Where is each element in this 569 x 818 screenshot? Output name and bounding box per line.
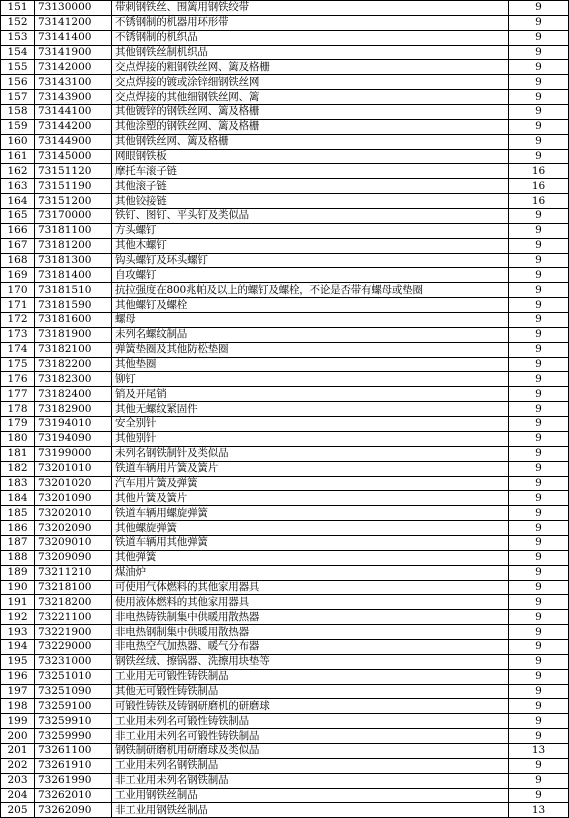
table-row: [1, 639, 569, 654]
item-code: 73181510: [35, 283, 112, 298]
item-name: 工业用无可锻性铸铁制品: [112, 669, 509, 684]
row-index: 204: [1, 788, 35, 803]
item-name: 其他钢铁丝网、篱及格栅: [112, 134, 509, 149]
tax-rate: 9: [509, 75, 569, 90]
item-name: 钩头螺钉及环头螺钉: [112, 253, 509, 268]
tax-rate: 9: [509, 15, 569, 30]
item-name: 铁道车辆用螺旋弹簧: [112, 506, 509, 521]
item-name: 其他弹簧: [112, 550, 509, 565]
item-code: 73141200: [35, 15, 112, 30]
item-name: 交点焊接的镀或涂锌细钢铁丝网: [112, 75, 509, 90]
table-row: [1, 476, 569, 491]
item-name: 带刺钢铁丝、围篱用钢铁绞带: [112, 1, 509, 16]
item-name: 工业用钢铁丝制品: [112, 788, 509, 803]
item-name: 其他镀锌的钢铁丝网、篱及格栅: [112, 105, 509, 120]
table-row: [1, 357, 569, 372]
tax-rate: 9: [509, 565, 569, 580]
item-name: 抗拉强度在800兆帕及以上的螺钉及螺栓，不论是否带有螺母或垫圈: [112, 283, 509, 298]
item-code: 73229000: [35, 639, 112, 654]
table-row: [1, 342, 569, 357]
row-index: 178: [1, 402, 35, 417]
row-index: 194: [1, 639, 35, 654]
item-code: 73130000: [35, 1, 112, 16]
tax-rate: 9: [509, 105, 569, 120]
table-row: [1, 268, 569, 283]
tax-rate: 9: [509, 149, 569, 164]
item-name: 非工业用钢铁丝制品: [112, 803, 509, 818]
table-row: [1, 743, 569, 758]
item-name: 网眼钢铁板: [112, 149, 509, 164]
tax-rate: 13: [509, 803, 569, 818]
row-index: 169: [1, 268, 35, 283]
table-row: [1, 758, 569, 773]
tax-rate: 9: [509, 1, 569, 16]
row-index: 189: [1, 565, 35, 580]
tax-rate: 9: [509, 654, 569, 669]
item-code: 73202010: [35, 506, 112, 521]
row-index: 191: [1, 595, 35, 610]
table-row: [1, 387, 569, 402]
row-index: 165: [1, 209, 35, 224]
item-code: 73181100: [35, 223, 112, 238]
item-code: 73142000: [35, 60, 112, 75]
tax-rate: 9: [509, 669, 569, 684]
tax-rate: 9: [509, 134, 569, 149]
item-name: 其他涂塑的钢铁丝网、篱及格栅: [112, 119, 509, 134]
item-code: 73194010: [35, 417, 112, 432]
item-name: 工业用未列名钢铁制品: [112, 758, 509, 773]
item-name: 使用液体燃料的其他家用器具: [112, 595, 509, 610]
item-name: 销及开尾销: [112, 387, 509, 402]
table-row: [1, 90, 569, 105]
item-name: 钢铁制研磨机用研磨球及类似品: [112, 743, 509, 758]
table-row: [1, 506, 569, 521]
tax-rate: 9: [509, 580, 569, 595]
table-row: [1, 283, 569, 298]
row-index: 203: [1, 773, 35, 788]
table-row: [1, 238, 569, 253]
item-code: 73144100: [35, 105, 112, 120]
table-row: [1, 402, 569, 417]
row-index: 199: [1, 714, 35, 729]
tax-rate: 9: [509, 491, 569, 506]
item-name: 其他无可锻性铸铁制品: [112, 684, 509, 699]
table-row: [1, 491, 569, 506]
row-index: 205: [1, 803, 35, 818]
table-row: [1, 313, 569, 328]
tax-rate: 9: [509, 610, 569, 625]
item-code: 73199000: [35, 446, 112, 461]
item-code: 73182300: [35, 372, 112, 387]
item-name: 其他滚子链: [112, 179, 509, 194]
row-index: 181: [1, 446, 35, 461]
row-index: 184: [1, 491, 35, 506]
tax-rate: 9: [509, 90, 569, 105]
tax-rate: 9: [509, 431, 569, 446]
tax-rate: 9: [509, 639, 569, 654]
tax-rate: 9: [509, 253, 569, 268]
item-name: 其他片簧及簧片: [112, 491, 509, 506]
item-name: 钢铁丝绒、擦锅器、洗擦用块垫等: [112, 654, 509, 669]
item-code: 73182400: [35, 387, 112, 402]
tax-rate: 9: [509, 476, 569, 491]
row-index: 195: [1, 654, 35, 669]
table-row: [1, 298, 569, 313]
table-row: [1, 194, 569, 209]
item-name: 非电热钢制集中供暖用散热器: [112, 625, 509, 640]
tax-rate: 16: [509, 164, 569, 179]
tax-rate: 9: [509, 357, 569, 372]
tax-rate: 9: [509, 387, 569, 402]
table-row: [1, 431, 569, 446]
item-code: 73259990: [35, 729, 112, 744]
table-row: [1, 699, 569, 714]
tax-rate: 9: [509, 402, 569, 417]
tax-rate: 9: [509, 45, 569, 60]
tax-rate: 9: [509, 417, 569, 432]
table-row: [1, 209, 569, 224]
item-code: 73181300: [35, 253, 112, 268]
item-code: 73170000: [35, 209, 112, 224]
tax-rate: 13: [509, 743, 569, 758]
table-row: [1, 75, 569, 90]
row-index: 160: [1, 134, 35, 149]
tax-rate: 9: [509, 209, 569, 224]
item-code: 73261100: [35, 743, 112, 758]
item-name: 铆钉: [112, 372, 509, 387]
row-index: 167: [1, 238, 35, 253]
row-index: 154: [1, 45, 35, 60]
table-row: [1, 610, 569, 625]
item-code: 73259910: [35, 714, 112, 729]
row-index: 152: [1, 15, 35, 30]
row-index: 153: [1, 30, 35, 45]
item-code: 73262090: [35, 803, 112, 818]
table-row: [1, 521, 569, 536]
row-index: 163: [1, 179, 35, 194]
row-index: 171: [1, 298, 35, 313]
table-row: [1, 164, 569, 179]
row-index: 179: [1, 417, 35, 432]
row-index: 187: [1, 535, 35, 550]
row-index: 155: [1, 60, 35, 75]
tax-rate: 9: [509, 595, 569, 610]
item-code: 73218200: [35, 595, 112, 610]
item-code: 73201010: [35, 461, 112, 476]
item-code: 73209010: [35, 535, 112, 550]
item-code: 73209090: [35, 550, 112, 565]
table-row: [1, 179, 569, 194]
item-code: 73181590: [35, 298, 112, 313]
table-row: [1, 417, 569, 432]
row-index: 188: [1, 550, 35, 565]
tax-rate: 9: [509, 788, 569, 803]
table-row: [1, 372, 569, 387]
item-code: 73151190: [35, 179, 112, 194]
row-index: 166: [1, 223, 35, 238]
tax-rate: 9: [509, 342, 569, 357]
item-name: 交点焊接的粗钢铁丝网、篱及格栅: [112, 60, 509, 75]
item-name: 交点焊接的其他细钢铁丝网、篱: [112, 90, 509, 105]
item-name: 铁道车辆用其他弹簧: [112, 535, 509, 550]
row-index: 156: [1, 75, 35, 90]
item-name: 螺母: [112, 313, 509, 328]
table-row: [1, 149, 569, 164]
tax-rate: 9: [509, 298, 569, 313]
table-row: [1, 714, 569, 729]
tax-rate: 9: [509, 550, 569, 565]
row-index: 168: [1, 253, 35, 268]
row-index: 157: [1, 90, 35, 105]
tax-rate: 9: [509, 313, 569, 328]
item-name: 未列名钢铁制针及类似品: [112, 446, 509, 461]
item-code: 73181600: [35, 313, 112, 328]
item-name: 其他无螺纹紧固件: [112, 402, 509, 417]
table-body: [1, 1, 569, 818]
row-index: 202: [1, 758, 35, 773]
item-code: 73182100: [35, 342, 112, 357]
tax-rate: 9: [509, 535, 569, 550]
table-row: [1, 625, 569, 640]
table-row: [1, 654, 569, 669]
row-index: 183: [1, 476, 35, 491]
item-code: 73201090: [35, 491, 112, 506]
item-name: 安全别针: [112, 417, 509, 432]
item-code: 73181400: [35, 268, 112, 283]
table-row: [1, 580, 569, 595]
table-row: [1, 327, 569, 342]
tax-rate: 9: [509, 327, 569, 342]
tax-rate: 9: [509, 268, 569, 283]
item-name: 其他木螺钉: [112, 238, 509, 253]
item-name: 可锻性铸铁及铸钢研磨机的研磨球: [112, 699, 509, 714]
row-index: 180: [1, 431, 35, 446]
table-row: [1, 134, 569, 149]
table-row: [1, 788, 569, 803]
table-row: [1, 550, 569, 565]
item-name: 可使用气体燃料的其他家用器具: [112, 580, 509, 595]
item-name: 其他螺旋弹簧: [112, 521, 509, 536]
item-name: 汽车用片簧及弹簧: [112, 476, 509, 491]
tax-rate: 16: [509, 194, 569, 209]
row-index: 197: [1, 684, 35, 699]
row-index: 186: [1, 521, 35, 536]
tax-rate: 9: [509, 758, 569, 773]
item-code: 73143900: [35, 90, 112, 105]
item-code: 73182200: [35, 357, 112, 372]
table-row: [1, 105, 569, 120]
item-code: 73261910: [35, 758, 112, 773]
item-code: 73261990: [35, 773, 112, 788]
item-code: 73141400: [35, 30, 112, 45]
row-index: 190: [1, 580, 35, 595]
table-row: [1, 253, 569, 268]
item-code: 73151200: [35, 194, 112, 209]
table-row: [1, 30, 569, 45]
item-code: 73181200: [35, 238, 112, 253]
tax-rate: 9: [509, 506, 569, 521]
tax-rate: 9: [509, 729, 569, 744]
row-index: 192: [1, 610, 35, 625]
item-code: 73141900: [35, 45, 112, 60]
tax-rate: 9: [509, 699, 569, 714]
tax-rate: 9: [509, 30, 569, 45]
row-index: 200: [1, 729, 35, 744]
item-name: 未列名螺纹制品: [112, 327, 509, 342]
tax-rate: 9: [509, 119, 569, 134]
item-name: 不锈钢制的机织品: [112, 30, 509, 45]
table-row: [1, 446, 569, 461]
item-name: 非电热铸铁制集中供暖用散热器: [112, 610, 509, 625]
tax-rate: 9: [509, 625, 569, 640]
item-code: 73145000: [35, 149, 112, 164]
table-row: [1, 595, 569, 610]
row-index: 176: [1, 372, 35, 387]
table-row: [1, 803, 569, 818]
table-row: [1, 729, 569, 744]
item-code: 73231000: [35, 654, 112, 669]
table-row: [1, 461, 569, 476]
item-name: 弹簧垫圈及其他防松垫圈: [112, 342, 509, 357]
item-name: 铁钉、图钉、平头钉及类似品: [112, 209, 509, 224]
table-row: [1, 773, 569, 788]
item-code: 73144200: [35, 119, 112, 134]
item-name: 摩托车滚子链: [112, 164, 509, 179]
row-index: 201: [1, 743, 35, 758]
tax-rate: 9: [509, 283, 569, 298]
row-index: 158: [1, 105, 35, 120]
tax-rate: 9: [509, 60, 569, 75]
table-row: [1, 223, 569, 238]
item-code: 73259100: [35, 699, 112, 714]
item-name: 其他垫圈: [112, 357, 509, 372]
row-index: 193: [1, 625, 35, 640]
item-name: 非电热空气加热器、暖气分布器: [112, 639, 509, 654]
row-index: 174: [1, 342, 35, 357]
item-code: 73202090: [35, 521, 112, 536]
tax-rate: 9: [509, 521, 569, 536]
row-index: 175: [1, 357, 35, 372]
table-row: [1, 45, 569, 60]
tax-rate: 9: [509, 238, 569, 253]
row-index: 170: [1, 283, 35, 298]
item-code: 73151120: [35, 164, 112, 179]
row-index: 164: [1, 194, 35, 209]
tax-rate: 9: [509, 684, 569, 699]
row-index: 198: [1, 699, 35, 714]
row-index: 161: [1, 149, 35, 164]
tax-rate: 9: [509, 446, 569, 461]
item-name: 非工业用未列名钢铁制品: [112, 773, 509, 788]
row-index: 162: [1, 164, 35, 179]
row-index: 196: [1, 669, 35, 684]
item-code: 73221100: [35, 610, 112, 625]
item-code: 73181900: [35, 327, 112, 342]
item-name: 铁道车辆用片簧及簧片: [112, 461, 509, 476]
item-code: 73218100: [35, 580, 112, 595]
row-index: 173: [1, 327, 35, 342]
item-name: 煤油炉: [112, 565, 509, 580]
item-code: 73143100: [35, 75, 112, 90]
item-code: 73201020: [35, 476, 112, 491]
item-name: 其他铰接链: [112, 194, 509, 209]
row-index: 151: [1, 1, 35, 16]
table-row: [1, 535, 569, 550]
tax-rate: 9: [509, 223, 569, 238]
tax-rate: 9: [509, 773, 569, 788]
item-code: 73221900: [35, 625, 112, 640]
table-row: [1, 119, 569, 134]
row-index: 172: [1, 313, 35, 328]
item-code: 73194090: [35, 431, 112, 446]
item-code: 73182900: [35, 402, 112, 417]
item-code: 73211210: [35, 565, 112, 580]
item-code: 73251090: [35, 684, 112, 699]
tax-rate: 9: [509, 372, 569, 387]
item-code: 73262010: [35, 788, 112, 803]
table-row: [1, 565, 569, 580]
item-name: 其他钢铁丝制机织品: [112, 45, 509, 60]
item-name: 其他别针: [112, 431, 509, 446]
item-name: 不锈钢制的机器用环形带: [112, 15, 509, 30]
row-index: 185: [1, 506, 35, 521]
table-row: [1, 60, 569, 75]
tax-rate: 9: [509, 714, 569, 729]
table-row: [1, 1, 569, 16]
row-index: 182: [1, 461, 35, 476]
table-row: [1, 669, 569, 684]
item-name: 其他螺钉及螺栓: [112, 298, 509, 313]
row-index: 159: [1, 119, 35, 134]
item-name: 方头螺钉: [112, 223, 509, 238]
table-row: [1, 684, 569, 699]
item-name: 自攻螺钉: [112, 268, 509, 283]
row-index: 177: [1, 387, 35, 402]
item-code: 73144900: [35, 134, 112, 149]
tax-rate: 16: [509, 179, 569, 194]
item-code: 73251010: [35, 669, 112, 684]
item-name: 非工业用未列名可锻性铸铁制品: [112, 729, 509, 744]
item-name: 工业用未列名可锻性铸铁制品: [112, 714, 509, 729]
table-row: [1, 15, 569, 30]
tax-rate: 9: [509, 461, 569, 476]
